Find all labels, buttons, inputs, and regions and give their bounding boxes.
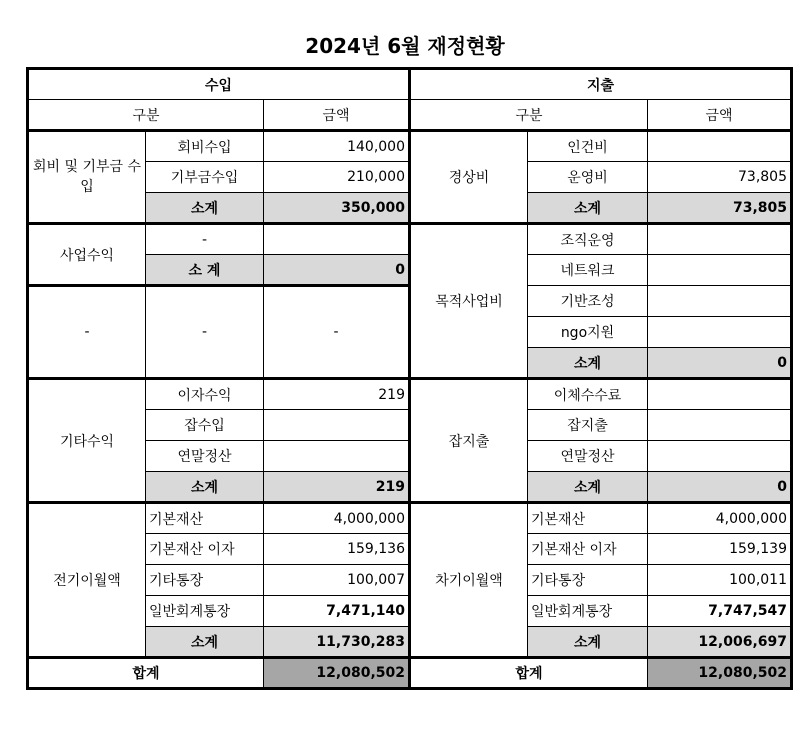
operating-row-1-label: 인건비 [528,131,648,162]
dues-row-2-label: 기부금수입 [146,162,264,193]
prev-carry-row-4-label: 일반회계통장 [146,596,264,627]
next-carry-row-3-label: 기타통장 [528,565,648,596]
prev-carry-row-1-label: 기본재산 [146,503,264,534]
other-row-1-label: 이자수익 [146,379,264,410]
next-carry-subtotal-value: 12,006,697 [648,627,792,658]
income-header: 수입 [28,69,410,100]
finance-table [26,67,793,690]
prev-carry-row-2-value: 159,136 [264,534,410,565]
operating-subtotal-value: 73,805 [648,193,792,224]
expense-total-label: 합계 [410,658,648,689]
purpose-subtotal-value: 0 [648,348,792,379]
blank-cell-2: - [146,286,264,379]
purpose-group-label: 목적사업비 [410,224,528,379]
expense-category-header: 구분 [410,100,648,131]
next-carry-row-2-label: 기본재산 이자 [528,534,648,565]
misc-row-3-label: 연말정산 [528,441,648,472]
other-row-3-label: 연말정산 [146,441,264,472]
prev-carry-row-3-value: 100,007 [264,565,410,596]
purpose-row-2-label: 네트워크 [528,255,648,286]
purpose-row-2-value [648,255,792,286]
prev-carry-subtotal-value: 11,730,283 [264,627,410,658]
purpose-row-4-value [648,317,792,348]
income-amount-header: 금액 [264,100,410,131]
next-carry-group-label: 차기이월액 [410,503,528,658]
business-row-1-value [264,224,410,255]
operating-row-1-value [648,131,792,162]
purpose-row-3-value [648,286,792,317]
other-subtotal-label: 소계 [146,472,264,503]
dues-row-2-value: 210,000 [264,162,410,193]
next-carry-row-1-label: 기본재산 [528,503,648,534]
business-group-label: 사업수익 [28,224,146,286]
other-row-2-label: 잡수입 [146,410,264,441]
purpose-row-3-label: 기반조성 [528,286,648,317]
purpose-subtotal-label: 소계 [528,348,648,379]
prev-carry-row-4-value: 7,471,140 [264,596,410,627]
operating-subtotal-label: 소계 [528,193,648,224]
business-subtotal-label: 소 계 [146,255,264,286]
business-row-1-label: - [146,224,264,255]
expense-header: 지출 [410,69,792,100]
dues-subtotal-value: 350,000 [264,193,410,224]
other-row-1-value: 219 [264,379,410,410]
page-title: 2024년 6월 재정현황 [305,34,505,58]
income-total-label: 합계 [28,658,264,689]
next-carry-row-4-value: 7,747,547 [648,596,792,627]
dues-subtotal-label: 소계 [146,193,264,224]
blank-cell-1: - [28,286,146,379]
other-subtotal-value: 219 [264,472,410,503]
prev-carry-subtotal-label: 소계 [146,627,264,658]
next-carry-row-3-value: 100,011 [648,565,792,596]
operating-row-2-label: 운영비 [528,162,648,193]
misc-row-2-label: 잡지출 [528,410,648,441]
misc-row-3-value [648,441,792,472]
expense-amount-header: 금액 [648,100,792,131]
misc-row-2-value [648,410,792,441]
next-carry-row-2-value: 159,139 [648,534,792,565]
blank-cell-3: - [264,286,410,379]
expense-total-value: 12,080,502 [648,658,792,689]
dues-group-label: 회비 및 기부금 수입 [28,131,146,224]
operating-row-2-value: 73,805 [648,162,792,193]
misc-row-1-label: 이체수수료 [528,379,648,410]
operating-group-label: 경상비 [410,131,528,224]
purpose-row-4-label: ngo지원 [528,317,648,348]
misc-row-1-value [648,379,792,410]
misc-subtotal-value: 0 [648,472,792,503]
purpose-row-1-label: 조직운영 [528,224,648,255]
purpose-row-1-value [648,224,792,255]
misc-expense-group-label: 잡지출 [410,379,528,503]
next-carry-row-4-label: 일반회계통장 [528,596,648,627]
other-row-2-value [264,410,410,441]
other-row-3-value [264,441,410,472]
prev-carry-group-label: 전기이월액 [28,503,146,658]
income-category-header: 구분 [28,100,264,131]
business-subtotal-value: 0 [264,255,410,286]
prev-carry-row-2-label: 기본재산 이자 [146,534,264,565]
other-income-group-label: 기타수익 [28,379,146,503]
prev-carry-row-1-value: 4,000,000 [264,503,410,534]
prev-carry-row-3-label: 기타통장 [146,565,264,596]
dues-row-1-label: 회비수입 [146,131,264,162]
next-carry-row-1-value: 4,000,000 [648,503,792,534]
dues-row-1-value: 140,000 [264,131,410,162]
income-total-value: 12,080,502 [264,658,410,689]
next-carry-subtotal-label: 소계 [528,627,648,658]
misc-subtotal-label: 소계 [528,472,648,503]
